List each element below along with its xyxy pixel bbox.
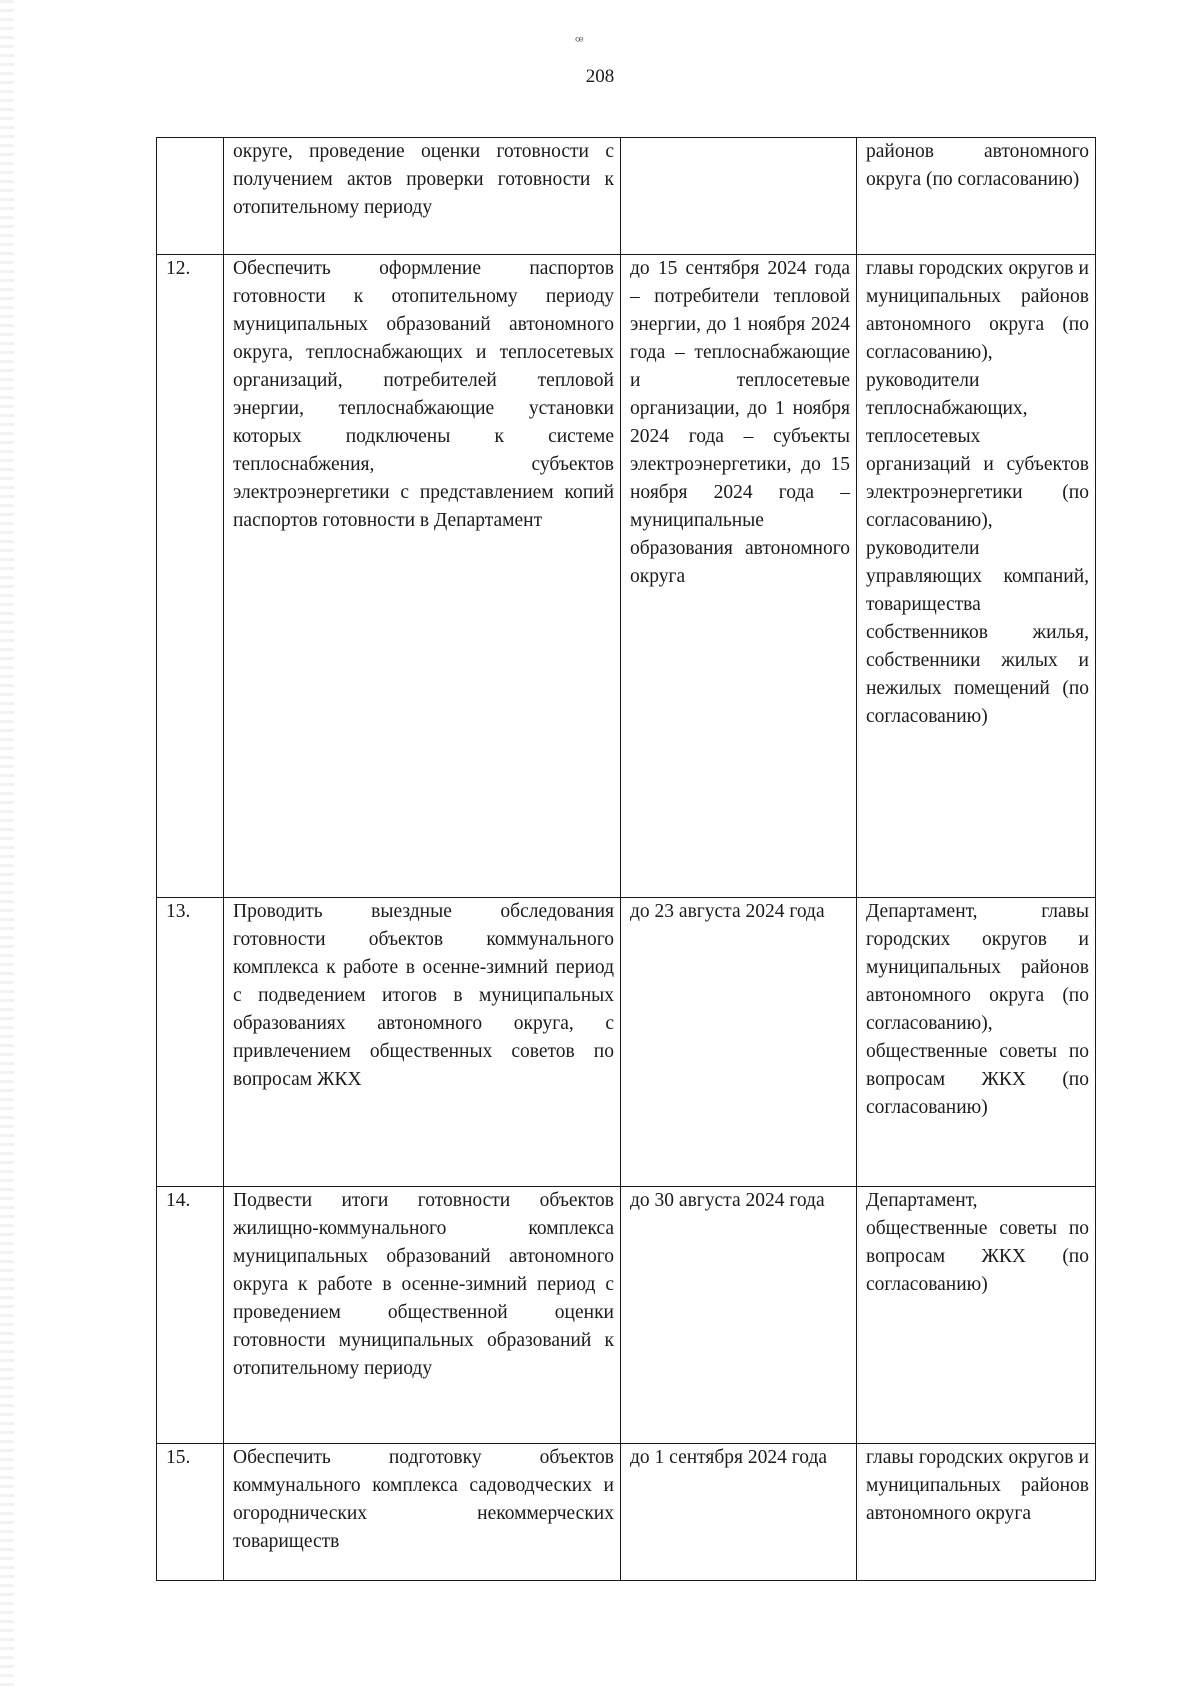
responsible-cell: главы городских округов и муниципальных районов автономного округа [857, 1444, 1096, 1581]
scan-edge-artifact [0, 0, 14, 1686]
task-cell: округе, проведение оценки готовности с получением актов проверки готовности к отопительному периоду [224, 138, 621, 255]
deadline-cell: до 1 сентября 2024 года [621, 1444, 857, 1581]
measures-table [156, 137, 1096, 1581]
deadline-cell [621, 138, 857, 255]
row-number: 14. [157, 1187, 224, 1444]
responsible-cell: Департамент, общественные советы по вопросам ЖКХ (по согласованию) [857, 1187, 1096, 1444]
page-number: 208 [585, 66, 615, 87]
responsible-cell: главы городских округов и муниципальных районов автономного округа (по согласованию), руководители теплоснабжающих, теплосетевых организаций и субъектов электроэнергетики (по согласованию), руководители управляющих компаний, товарищества собственников жилья, собственники жилых и нежилых помещений (по согласованию) [857, 255, 1096, 898]
task-cell: Обеспечить оформление паспортов готовности к отопительному периоду муниципальных образований автономного округа, теплоснабжающих и теплосетевых организаций, потребителей тепловой энергии, теплоснабжающие установки которых подключены к системе теплоснабжения, субъектов электроэнергетики с представлением копий паспортов готовности в Департамент [224, 255, 621, 898]
row-number [157, 138, 224, 255]
deadline-cell: до 30 августа 2024 года [621, 1187, 857, 1444]
scan-mark: ꟹ [575, 35, 584, 50]
row-number: 13. [157, 898, 224, 1187]
row-number: 12. [157, 255, 224, 898]
deadline-cell: до 15 сентября 2024 года – потребители тепловой энергии, до 1 ноября 2024 года – теплоснабжающие и теплосетевые организации, до 1 ноября 2024 года – субъекты электроэнергетики, до 15 ноября 2024 года – муниципальные образования автономного округа [621, 255, 857, 898]
task-cell: Обеспечить подготовку объектов коммунального комплекса садоводческих и огороднических некоммерческих товариществ [224, 1444, 621, 1581]
table-row [157, 898, 1096, 1187]
deadline-cell: до 23 августа 2024 года [621, 898, 857, 1187]
table-row [157, 1444, 1096, 1581]
task-cell: Подвести итоги готовности объектов жилищно-коммунального комплекса муниципальных образований автономного округа к работе в осенне-зимний период с проведением общественной оценки готовности муниципальных образований к отопительному периоду [224, 1187, 621, 1444]
table-row [157, 1187, 1096, 1444]
task-cell: Проводить выездные обследования готовности объектов коммунального комплекса к работе в осенне-зимний период с подведением итогов в муниципальных образованиях автономного округа, с привлечением общественных советов по вопросам ЖКХ [224, 898, 621, 1187]
responsible-cell: Департамент, главы городских округов и муниципальных районов автономного округа (по согласованию), общественные советы по вопросам ЖКХ (по согласованию) [857, 898, 1096, 1187]
row-number: 15. [157, 1444, 224, 1581]
table-row [157, 138, 1096, 255]
table-row [157, 255, 1096, 898]
responsible-cell: районов автономного округа (по согласованию) [857, 138, 1096, 255]
